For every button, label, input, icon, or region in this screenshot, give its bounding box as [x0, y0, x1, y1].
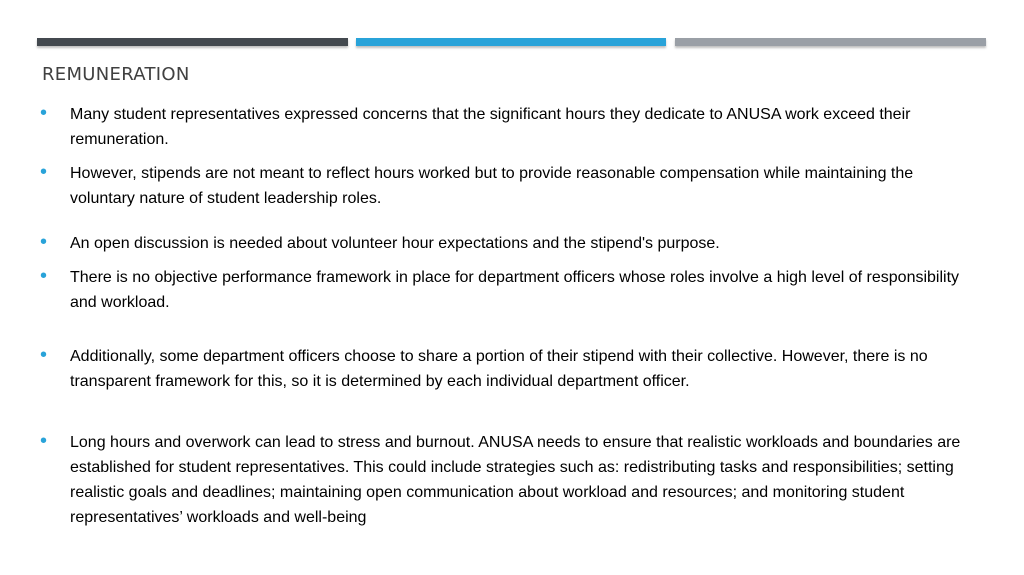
- bullet-icon: •: [40, 344, 48, 366]
- bullet-item: [40, 161, 970, 211]
- header-bar-gray: [675, 38, 986, 46]
- header-bar-blue: [356, 38, 666, 46]
- bullet-text: An open discussion is needed about volunteer hour expectations and the stipend's purpose.: [70, 235, 720, 252]
- bullet-text: There is no objective performance framework in place for department officers whose roles involve a high level of responsibility and workload.: [70, 269, 960, 311]
- bullet-text: Additionally, some department officers choose to share a portion of their stipend with their collective. However, there is no transparent framework for this, so it is determined by each individual department officer.: [70, 348, 928, 390]
- bullet-icon: •: [40, 161, 48, 183]
- bullet-text: Many student representatives expressed concerns that the significant hours they dedicate to ANUSA work exceed their remuneration.: [70, 106, 911, 148]
- bullet-item: [40, 231, 970, 256]
- bullet-item: [40, 430, 970, 530]
- bullet-text: Long hours and overwork can lead to stress and burnout. ANUSA needs to ensure that realistic workloads and boundaries are established for student representatives. This could include strategies such as: redistributing tasks and responsibilities; setting realistic goals and deadlines; maintaining open communication about workload and resources; and monitoring student representatives’ workloads and well-being: [70, 434, 961, 526]
- bullet-icon: •: [40, 102, 48, 124]
- bullet-item: [40, 265, 970, 315]
- bullet-item: [40, 344, 970, 394]
- slide-title: REMUNERATION: [42, 64, 190, 85]
- bullet-icon: •: [40, 265, 48, 287]
- header-bar-dark: [37, 38, 348, 46]
- bullet-icon: •: [40, 430, 48, 452]
- bullet-icon: •: [40, 231, 48, 253]
- bullet-item: [40, 102, 970, 152]
- bullet-text: However, stipends are not meant to reflect hours worked but to provide reasonable compensation while maintaining the voluntary nature of student leadership roles.: [70, 165, 914, 207]
